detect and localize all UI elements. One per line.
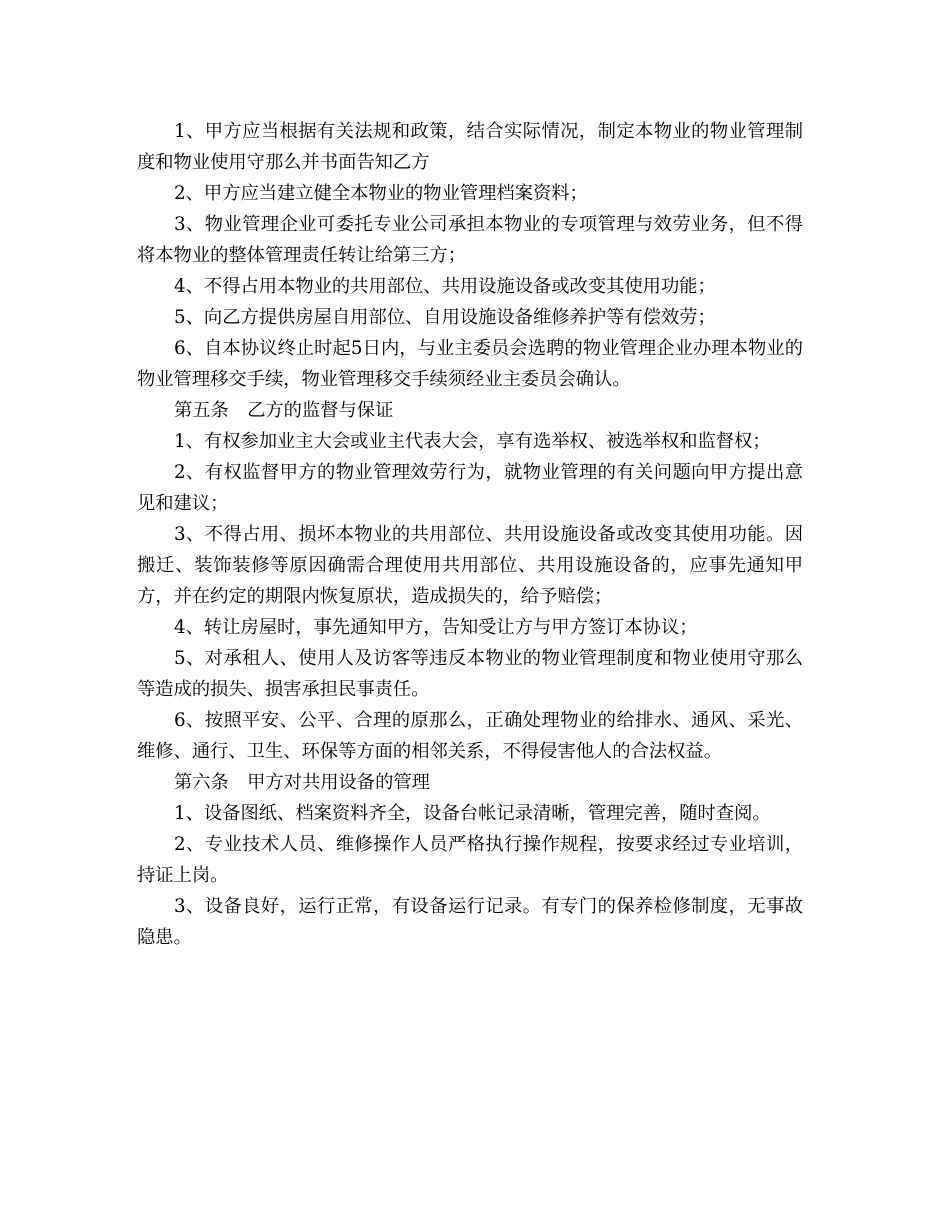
clause-party-a-1: 1、甲方应当根据有关法规和政策，结合实际情况，制定本物业的物业管理制度和物业使用守那么并书面告知乙方 xyxy=(137,121,803,173)
clause-party-a-4: 4、不得占用本物业的共用部位、共用设施设备或改变其使用功能； xyxy=(174,276,716,297)
clause-party-a-3: 3、物业管理企业可委托专业公司承担本物业的专项管理与效劳业务，但不得将本物业的整体管理责任转让给第三方； xyxy=(137,214,803,266)
clause-party-b-3: 3、不得占用、损坏本物业的共用部位、共用设施设备或改变其使用功能。因搬迁、装饰装修等原因确需合理使用共用部位、共用设施设备的，应事先通知甲方，并在约定的期限内恢复原状，造成损失的，给予赔偿； xyxy=(137,524,803,607)
clause-equipment-3: 3、设备良好，运行正常，有设备运行记录。有专门的保养检修制度，无事故隐患。 xyxy=(137,896,803,948)
article-6-heading: 第六条 甲方对共用设备的管理 xyxy=(174,772,430,793)
clause-equipment-1: 1、设备图纸、档案资料齐全，设备台帐记录清晰，管理完善，随时查阅。 xyxy=(174,803,771,824)
document-page xyxy=(137,116,803,953)
clause-party-b-2: 2、有权监督甲方的物业管理效劳行为，就物业管理的有关问题向甲方提出意见和建议； xyxy=(137,462,803,514)
clause-party-b-6: 6、按照平安、公平、合理的原那么，正确处理物业的给排水、通风、采光、维修、通行、卫生、环保等方面的相邻关系，不得侵害他人的合法权益。 xyxy=(137,710,803,762)
clause-party-b-1: 1、有权参加业主大会或业主代表大会，享有选举权、被选举权和监督权； xyxy=(174,431,771,452)
clause-party-b-5: 5、对承租人、使用人及访客等违反本物业的物业管理制度和物业使用守那么等造成的损失、损害承担民事责任。 xyxy=(137,648,803,700)
clause-equipment-2: 2、专业技术人员、维修操作人员严格执行操作规程，按要求经过专业培训，持证上岗。 xyxy=(137,834,803,886)
clause-party-b-4: 4、转让房屋时，事先通知甲方，告知受让方与甲方签订本协议； xyxy=(174,617,698,638)
article-5-heading: 第五条 乙方的监督与保证 xyxy=(174,400,394,421)
clause-party-a-6: 6、自本协议终止时起5日内，与业主委员会选聘的物业管理企业办理本物业的物业管理移交手续，物业管理移交手续须经业主委员会确认。 xyxy=(137,338,803,390)
clause-party-a-5: 5、向乙方提供房屋自用部位、自用设施设备维修养护等有偿效劳； xyxy=(174,307,716,328)
clause-party-a-2: 2、甲方应当建立健全本物业的物业管理档案资料； xyxy=(174,183,588,204)
